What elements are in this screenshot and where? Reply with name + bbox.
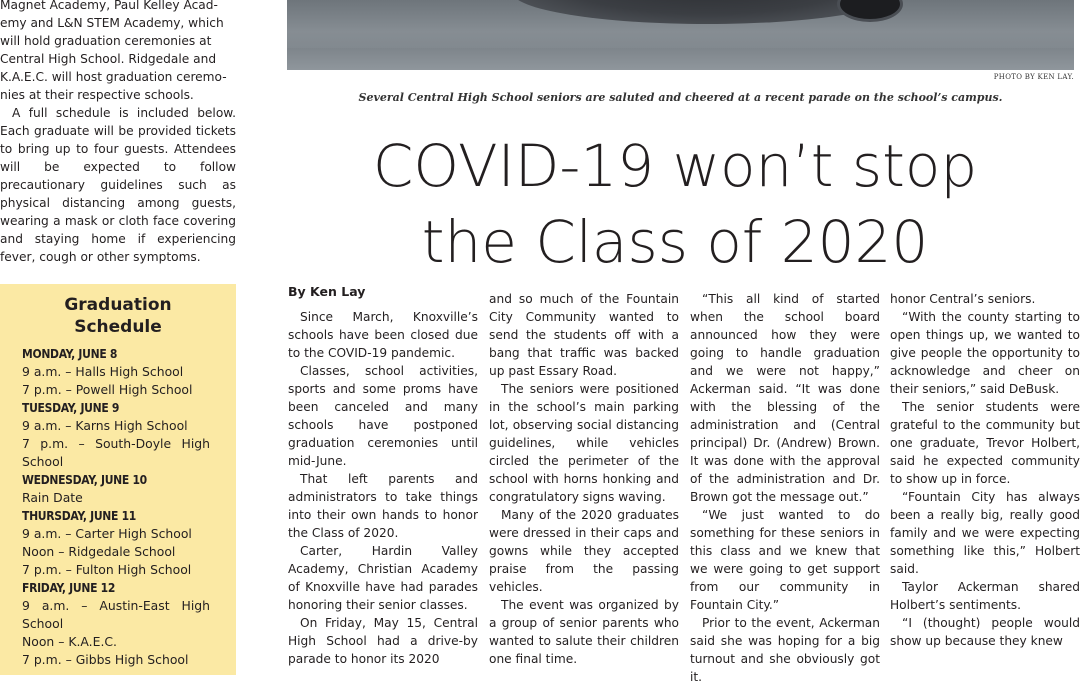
article-paragraph: Carter, Hardin Valley Academy, Christian Academy of Knoxville have had parades honoring their senior classes. [288,544,478,612]
parade-photo [287,0,1074,70]
article-paragraph: “With the county starting to open things up, we wanted to give people the opportunity to acknowledge and cheer on their seniors,” said DeBusk. [890,310,1080,396]
schedule-item: Rain Date [22,490,83,505]
schedule-item: 7 p.m. – Gibbs High School [22,652,189,667]
schedule-item: 7 p.m. – South-Doyle High School [22,436,210,469]
photo-credit: PHOTO BY KEN LAY. [993,73,1074,81]
article-paragraph: The senior students were grateful to the community but one graduate, Trevor Holbert, said he expected community to show up in force. [890,400,1080,486]
left-line: emy and L&N STEM Academy, which [0,16,224,30]
photo-road [287,48,1074,70]
schedule-title [0,294,236,338]
article-paragraph: “Fountain City has always been a really big, really good family and we were expecting something like this,” Holbert said. [890,490,1080,576]
photo-wheel [837,0,903,22]
schedule-day: TUESDAY, JUNE 9 [22,401,120,415]
schedule-day: MONDAY, JUNE 8 [22,347,118,361]
article-column-1 [288,308,478,668]
article-paragraph: The event was organized by a group of senior parents who wanted to salute their children one final time. [489,598,679,666]
schedule-item: 9 a.m. – Halls High School [22,364,184,379]
schedule-item: Noon – K.A.E.C. [22,634,117,649]
left-paragraph-1 [0,0,236,104]
article-paragraph: “I (thought) people would show up because they knew [890,616,1080,648]
article-column-2 [489,290,679,668]
schedule-item: 9 a.m. – Carter High School [22,526,192,541]
schedule-item: 7 p.m. – Powell High School [22,382,193,397]
article-paragraph: Taylor Ackerman shared Holbert’s sentiments. [890,580,1080,612]
schedule-item: Noon – Ridgedale School [22,544,176,559]
schedule-item: 9 a.m. – Karns High School [22,418,188,433]
left-line: nies at their respective schools. [0,88,194,102]
article-paragraph: Since March, Knoxville’s schools have been closed due to the COVID-19 pandemic. [288,310,478,360]
schedule-day: FRIDAY, JUNE 12 [22,581,116,595]
article-paragraph: Many of the 2020 graduates were dressed in their caps and gowns while they accepted praise from the passing vehicles. [489,508,679,594]
photo-caption: Several Central High School seniors are saluted and cheered at a recent parade on the school’s campus. [358,91,1003,104]
schedule-item: 9 a.m. – Austin-East High School [22,598,210,631]
left-line: K.A.E.C. will host graduation ceremo- [0,70,227,84]
headline-line-1: COVID-19 won’t stop [372,132,978,200]
left-line: will hold graduation ceremonies at [0,34,212,48]
schedule-day: WEDNESDAY, JUNE 10 [22,473,147,487]
schedule-title-line-2: Schedule [74,317,162,337]
byline: By Ken Lay [288,284,366,299]
article-paragraph: That left parents and administrators to take things into their own hands to honor the Class of 2020. [288,472,478,540]
article-paragraph: Classes, school activities, sports and some proms have been canceled and many schools have postponed graduation ceremonies until mid-June. [288,364,478,468]
article-paragraph: On Friday, May 15, Central High School had a drive-by parade to honor its 2020 [288,616,478,666]
schedule-list [22,345,210,669]
article-paragraph: “This all kind of started when the school board announced how they were going to handle graduation and we were not happy,” Ackerman said. “It was done with the blessing of the administration and (Central principal) Dr. (Andrew) Brown. It was done with the approval of the administration and Dr. Brown got the message out.” [690,292,880,504]
article-paragraph: The seniors were positioned in the school’s main parking lot, observing social distancing guidelines, while vehicles circled the perimeter of the school with horns honking and congratulatory signs waving. [489,382,679,504]
left-line: Central High School. Ridgedale and [0,52,217,66]
article-paragraph: “We just wanted to do something for these seniors in this class and we knew that we were going to get support from our community in Fountain City.” [690,508,880,612]
left-paragraph-2: A full schedule is included below. Each graduate will be provided tickets to bring up to four guests. Attendees will be expected to follow precautionary guidelines such as physical distancing among guests, wearing a mask or cloth face covering and staying home if experiencing fever, cough or other symptoms. [0,106,236,264]
headline [270,128,1080,280]
article-column-4 [890,290,1080,650]
headline-line-2: the Class of 2020 [421,208,929,276]
article-paragraph: Prior to the event, Ackerman said she was hoping for a big turnout and she obviously got it. [690,616,880,684]
schedule-item: 7 p.m. – Fulton High School [22,562,192,577]
schedule-day: THURSDAY, JUNE 11 [22,509,136,523]
schedule-title-line-1: Graduation [64,295,172,315]
article-column-3 [690,290,880,686]
left-line: Magnet Academy, Paul Kelley Acad- [0,0,218,12]
article-paragraph: honor Central’s seniors. [890,292,1036,306]
article-paragraph: and so much of the Fountain City Community wanted to send the students off with a bang that traffic was backed up past Essary Road. [489,292,679,378]
left-column-text [0,0,236,266]
